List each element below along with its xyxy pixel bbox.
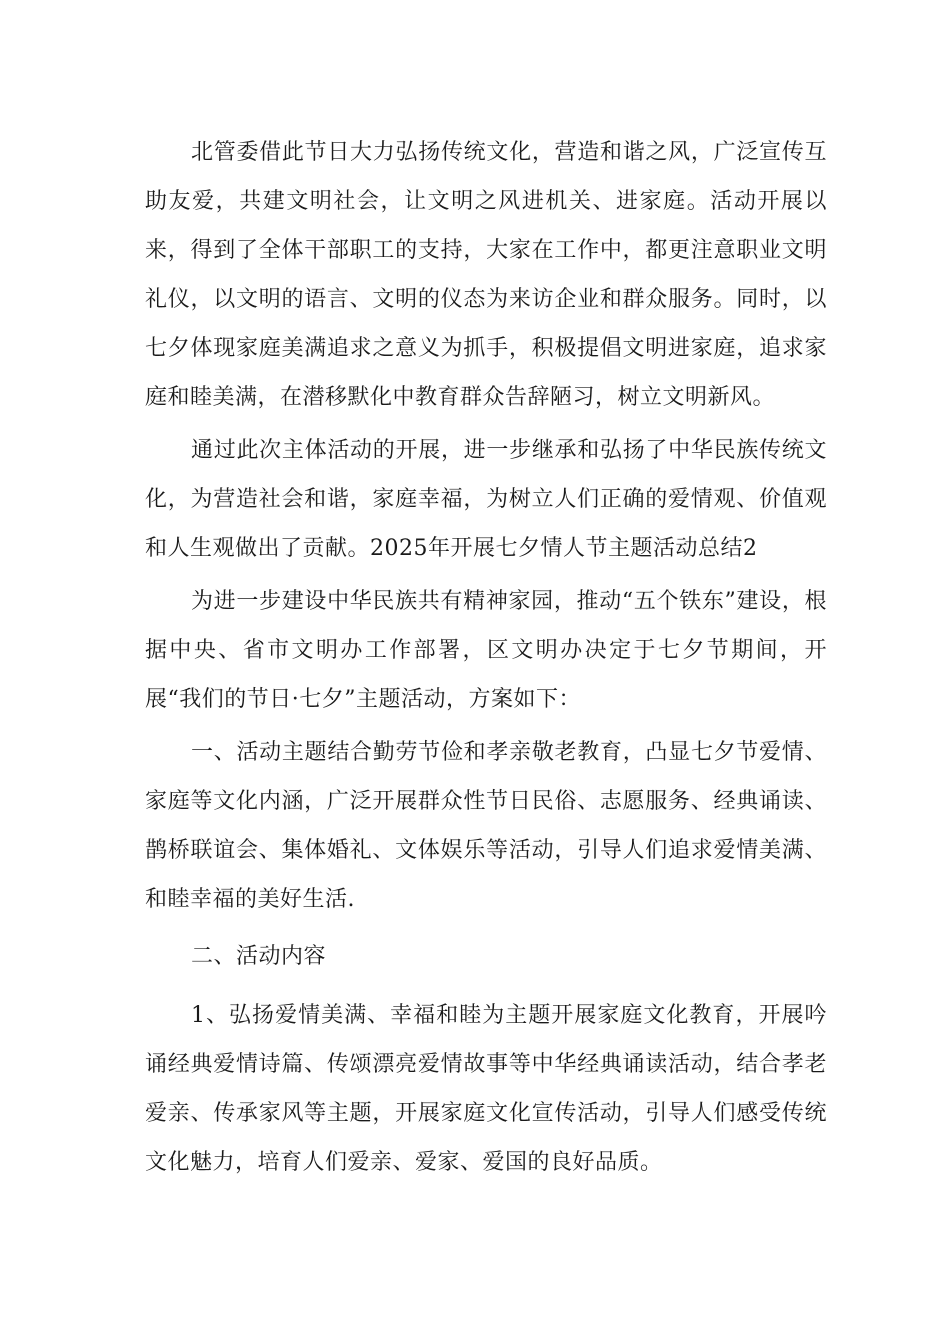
paragraph-activity-theme: 一、活动主题结合勤劳节俭和孝亲敬老教育，凸显七夕节爱情、家庭等文化内涵，广泛开展群众性节日民俗、志愿服务、经典诵读、鹊桥联谊会、集体婚礼、文体娱乐等活动，引导人们追求爱情美满、和睦幸福的美好生活. — [145, 740, 827, 912]
paragraph-plan-intro: 为进一步建设中华民族共有精神家园，推动“五个铁东”建设，根据中央、省市文明办工作部署，区文明办决定于七夕节期间，开展“我们的节日·七夕”主题活动，方案如下： — [145, 589, 827, 712]
document-body — [145, 128, 827, 1191]
paragraph-family-culture: 1、弘扬爱情美满、幸福和睦为主题开展家庭文化教育，开展吟诵经典爱情诗篇、传颂漂亮爱情故事等中华经典诵读活动，结合孝老爱亲、传承家风等主题，开展家庭文化宣传活动，引导人们感受传统文化魅力，培育人们爱亲、爱家、爱国的良好品质。 — [145, 1003, 827, 1175]
paragraph-civilization-festival: 北管委借此节日大力弘扬传统文化，营造和谐之风，广泛宣传互助友爱，共建文明社会，让文明之风进机关、进家庭。活动开展以来，得到了全体干部职工的支持，大家在工作中，都更注意职业文明礼仪，以文明的语言、文明的仪态为来访企业和群众服务。同时，以七夕体现家庭美满追求之意义为抓手，积极提倡文明进家庭，追求家庭和睦美满，在潜移默化中教育群众告辞陋习，树立文明新风。 — [145, 140, 827, 410]
section-heading-activity-content: 二、活动内容 — [191, 944, 327, 969]
paragraph-activity-outcome: 通过此次主体活动的开展，进一步继承和弘扬了中华民族传统文化，为营造社会和谐，家庭幸福，为树立人们正确的爱情观、价值观和人生观做出了贡献。2025年开展七夕情人节主题活动总结2 — [145, 438, 827, 561]
